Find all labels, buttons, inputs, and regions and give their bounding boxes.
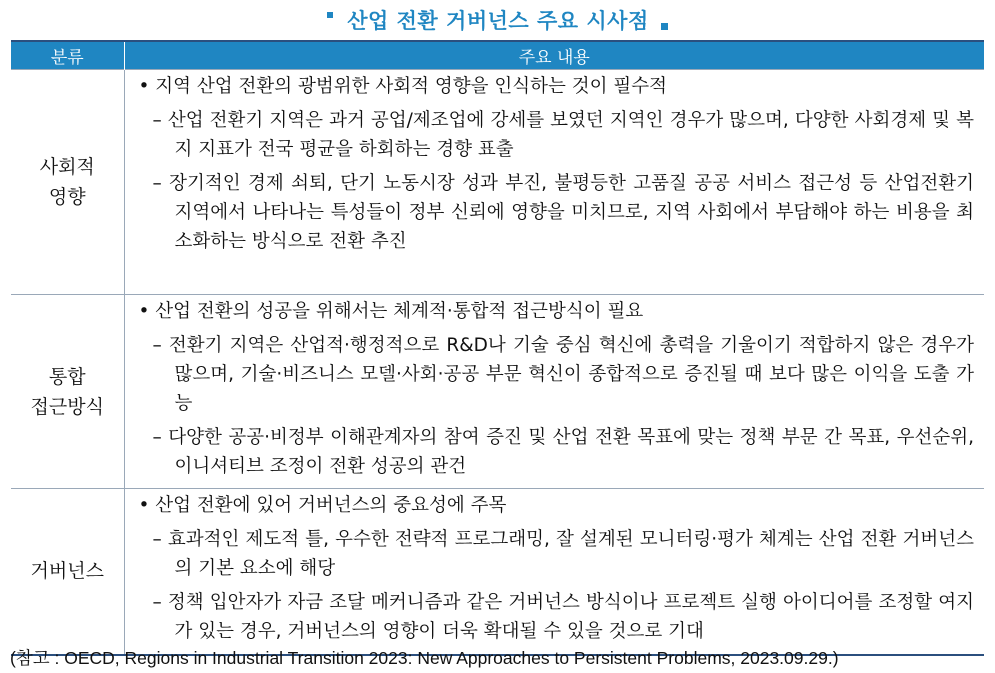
sub-point: – 효과적인 제도적 틀, 우수한 전략적 프로그래밍, 잘 설계된 모니터링·평가 체계는 산업 전환 거버넌스의 기본 요소에 해당 bbox=[152, 529, 974, 579]
category-cell bbox=[11, 489, 124, 655]
category-cell bbox=[11, 295, 124, 489]
category-label-line: 영향 bbox=[48, 186, 86, 208]
table-row-social bbox=[11, 70, 984, 295]
content-cell bbox=[124, 489, 984, 655]
sub-point: – 전환기 지역은 산업적·행정적으로 R&D나 기술 중심 혁신에 총력을 기울이기 적합하지 않은 경우가 많으며, 기술·비즈니스 모델·사회·공공 부문 혁신이 종합적으로 증진될 때 보다 많은 이익을 도출 가능 bbox=[152, 335, 974, 414]
table-row-integrated bbox=[11, 295, 984, 489]
sub-point: – 다양한 공공·비정부 이해관계자의 참여 증진 및 산업 전환 목표에 맞는 정책 부문 간 목표, 우선순위, 이니셔티브 조정이 전환 성공의 관건 bbox=[152, 427, 974, 477]
header-row bbox=[11, 41, 984, 70]
category-label-line: 사회적 bbox=[39, 156, 95, 178]
category-label-line: 통합 bbox=[48, 365, 86, 388]
bullet-point: • 산업 전환의 성공을 위해서는 체계적·통합적 접근방식이 필요 bbox=[138, 301, 644, 322]
summary-table bbox=[11, 40, 984, 656]
sub-point: – 정책 입안자가 자금 조달 메커니즘과 같은 거버넌스 방식이나 프로젝트 실행 아이디어를 조정할 여지가 있는 경우, 거버넌스의 영향이 더욱 확대될 수 있을 것으로 기대 bbox=[152, 592, 974, 642]
page-title: 산업 전환 거버넌스 주요 시사점 bbox=[347, 9, 649, 33]
title-end-square bbox=[661, 23, 668, 30]
source-footnote: (참고 : OECD, Regions in Industrial Transition 2023: New Approaches to Persistent Problems, 2023.09.29.) bbox=[10, 648, 839, 668]
header-category: 분류 bbox=[11, 41, 124, 70]
category-cell bbox=[11, 70, 124, 295]
content-cell bbox=[124, 70, 984, 295]
category-label-line: 접근방식 bbox=[30, 395, 104, 418]
title-bar bbox=[0, 4, 995, 36]
content-cell bbox=[124, 295, 984, 489]
header-content: 주요 내용 bbox=[124, 41, 984, 70]
bullet-point: • 산업 전환에 있어 거버넌스의 중요성에 주목 bbox=[138, 495, 507, 516]
title-bullet-square bbox=[327, 12, 333, 18]
bullet-point: • 지역 산업 전환의 광범위한 사회적 영향을 인식하는 것이 필수적 bbox=[138, 76, 667, 97]
category-label-line: 거버넌스 bbox=[30, 560, 104, 583]
sub-point: – 장기적인 경제 쇠퇴, 단기 노동시장 성과 부진, 불평등한 고품질 공공 서비스 접근성 등 산업전환기 지역에서 나타나는 특성들이 정부 신뢰에 영향을 미치므로, 지역 사회에서 부담해야 하는 비용을 최소화하는 방식으로 전환 추진 bbox=[152, 173, 974, 252]
table-row-governance bbox=[11, 489, 984, 655]
sub-point: – 산업 전환기 지역은 과거 공업/제조업에 강세를 보였던 지역인 경우가 많으며, 다양한 사회경제 및 복지 지표가 전국 평균을 하회하는 경향 표출 bbox=[152, 110, 974, 160]
